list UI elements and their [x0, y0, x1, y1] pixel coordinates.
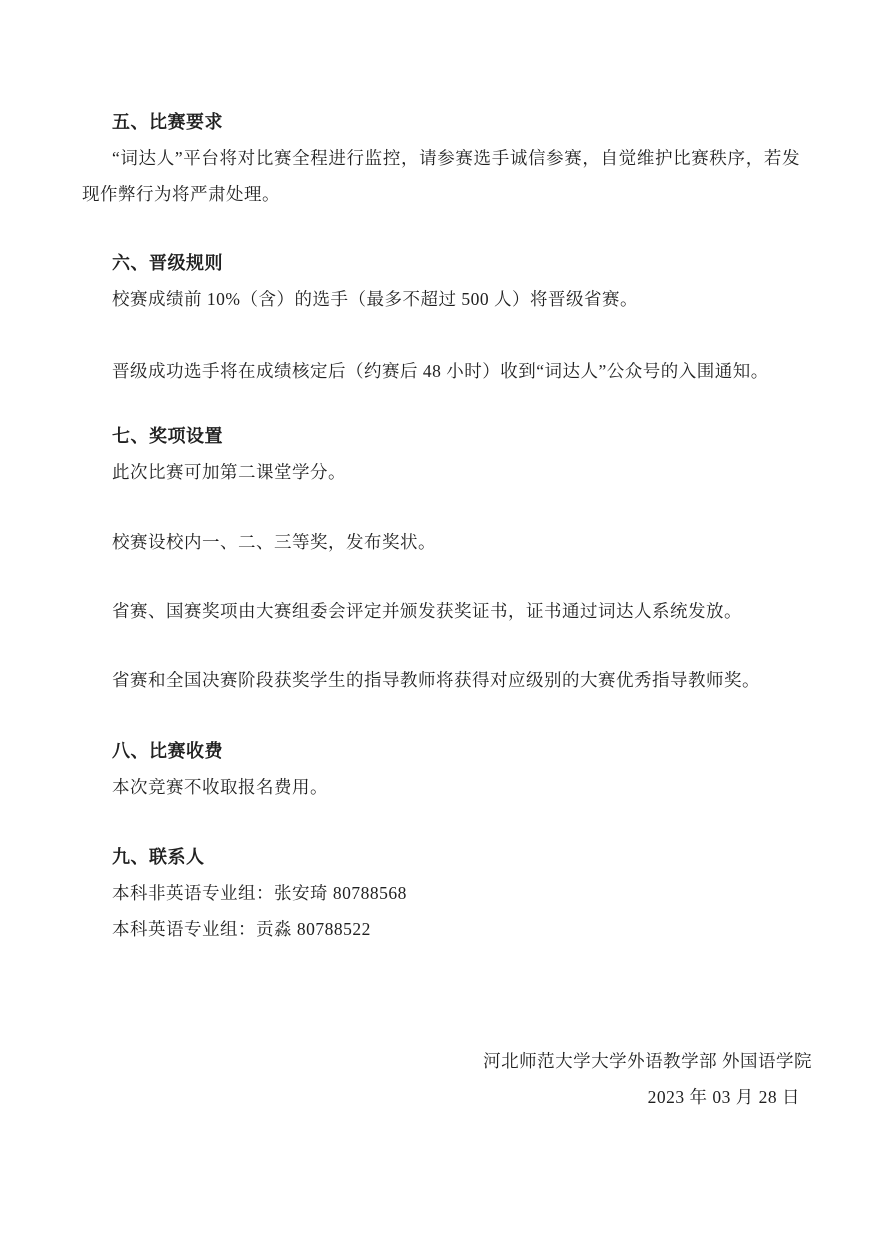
section-9-heading: 九、联系人: [112, 847, 205, 867]
section-6-paragraph-1: 校赛成绩前 10%（含）的选手（最多不超过 500 人）将晋级省赛。: [112, 289, 638, 309]
contact-english-group: 本科英语专业组：贡淼 80788522: [112, 919, 371, 939]
signature-organization: 河北师范大学大学外语教学部 外国语学院: [483, 1051, 812, 1071]
section-5-paragraph-1: “词达人”平台将对比赛全程进行监控，请参赛选手诚信参赛，自觉维护比赛秩序，若发现作弊行为将严肃处理。: [82, 148, 800, 204]
section-8-paragraph-1: 本次竞赛不收取报名费用。: [112, 777, 328, 797]
section-7-paragraph-2: 校赛设校内一、二、三等奖，发布奖状。: [112, 532, 436, 552]
contact-non-english-group: 本科非英语专业组：张安琦 80788568: [112, 883, 407, 903]
section-5-heading: 五、比赛要求: [112, 112, 223, 132]
section-7-heading: 七、奖项设置: [112, 426, 223, 446]
signature-date: 2023 年 03 月 28 日: [647, 1087, 800, 1107]
document-page: [82, 104, 812, 1115]
section-7-paragraph-3: 省赛、国赛奖项由大赛组委会评定并颁发获奖证书，证书通过词达人系统发放。: [112, 601, 742, 621]
section-7-paragraph-1: 此次比赛可加第二课堂学分。: [112, 462, 346, 482]
section-7-paragraph-4: 省赛和全国决赛阶段获奖学生的指导教师将获得对应级别的大赛优秀指导教师奖。: [112, 670, 760, 690]
section-6-paragraph-2: 晋级成功选手将在成绩核定后（约赛后 48 小时）收到“词达人”公众号的入围通知。: [112, 361, 769, 381]
signature-block: [82, 1043, 812, 1115]
section-6-heading: 六、晋级规则: [112, 253, 223, 273]
section-8-heading: 八、比赛收费: [112, 741, 223, 761]
